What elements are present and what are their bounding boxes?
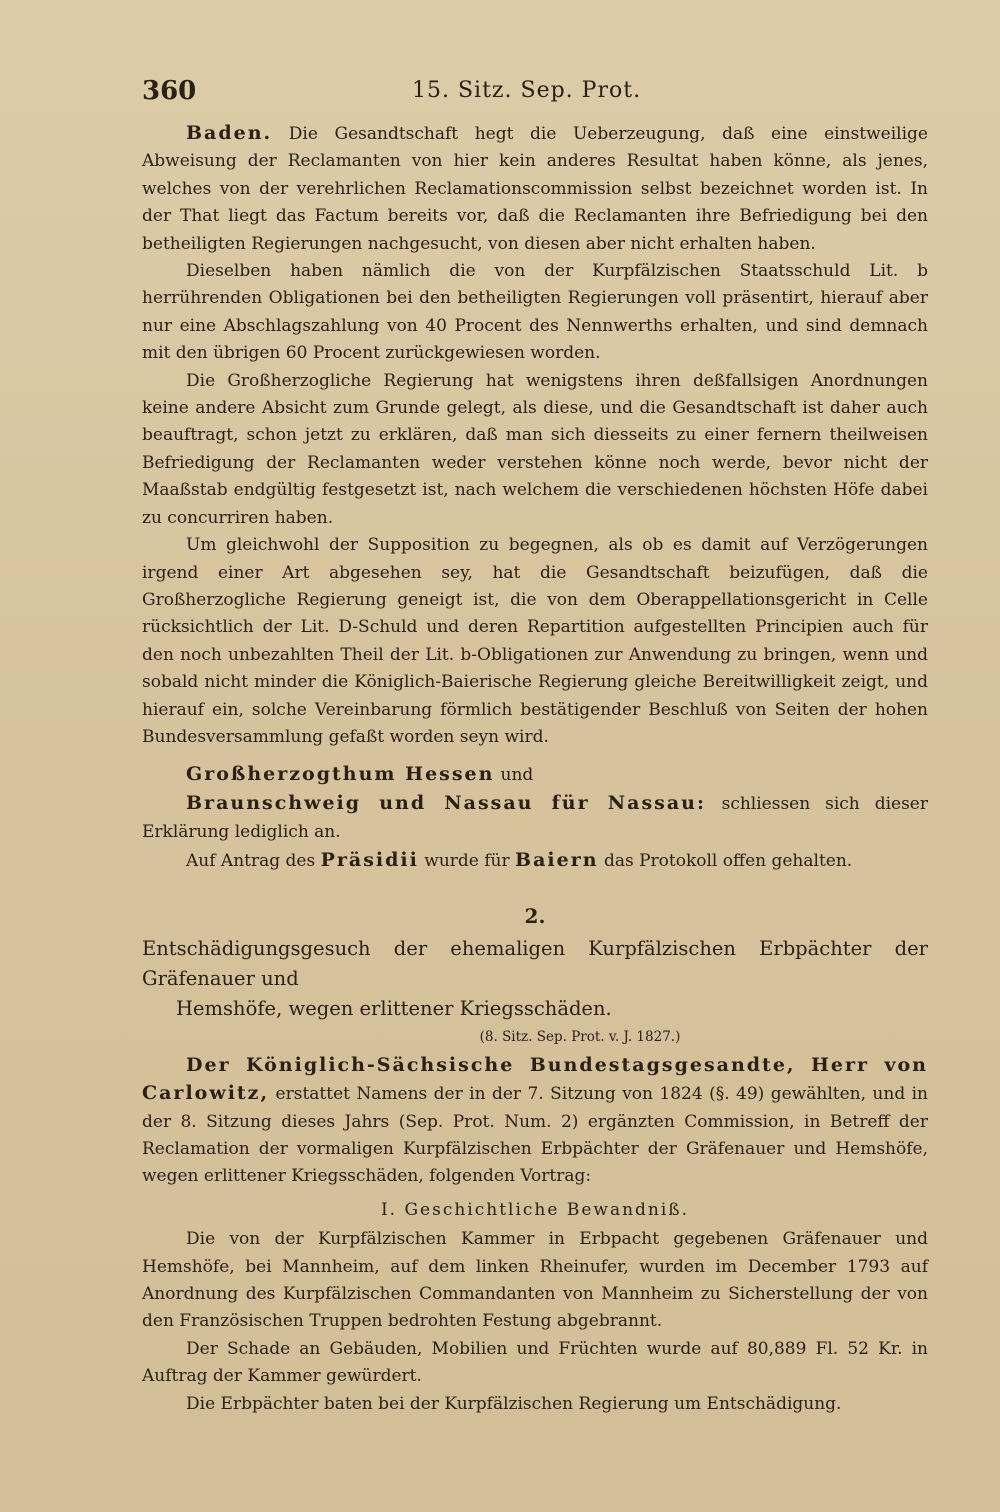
page-number: 360	[142, 76, 197, 106]
paragraph-obligations: Dieselben haben nämlich die von der Kurpfälzischen Staatsschuld Lit. b herrührenden Obligationen bei den betheiligten Regierungen voll präsentirt, hierauf aber nur eine Abschlagszahlung von 40 Procent des Nennwerths erhalten, und sind demnach mit den übrigen 60 Procent zurückgewiesen worden.	[142, 261, 928, 364]
speaker-name: Der Königlich-Sächsische Bundestagsgesandte, Herr von Carlowitz,	[142, 1053, 928, 1105]
paragraph-text: Die Gesandtschaft hegt die Ueberzeugung, daß eine einstweilige Abweisung der Reclamanten von hier kein anderes Resultat haben könne, als jenes, welches von der verehrlichen Reclamationscommission selbst bezeichnet worden ist. In der That liegt das Factum bereits vor, daß die Reclamanten ihre Befriedigung bei den betheiligten Regierungen nachgesucht, von diesen aber nicht erhalten haben.	[142, 124, 928, 254]
text-fragment: wurde für	[424, 850, 510, 871]
section-title-line: Entschädigungsgesuch der ehemaligen Kurpfälzischen Erbpächter der Gräfenauer und	[142, 937, 928, 991]
paragraph-praesidium	[142, 847, 928, 875]
paragraph-text: schliessen sich dieser Erklärung lediglich an.	[142, 793, 928, 843]
state-name-hessen: Großherzogthum Hessen	[186, 763, 495, 786]
page-body	[142, 120, 928, 1418]
page-header	[142, 76, 922, 116]
subsection-heading: I. Geschichtliche Bewandniß.	[380, 1199, 690, 1220]
paragraph-damage: Der Schade an Gebäuden, Mobilien und Früchten wurde auf 80,889 Fl. 52 Kr. in Auftrag der Kammer gewürdert.	[142, 1338, 928, 1387]
section-title-line: Hemshöfe, wegen erlittener Kriegsschäden.	[176, 997, 612, 1021]
text-fragment: Auf Antrag des	[186, 850, 316, 871]
paragraph-government: Die Großherzogliche Regierung hat wenigstens ihren deßfallsigen Anordnungen keine andere Absicht zum Grunde gelegt, als diese, und die Gesandtschaft ist daher auch beauftragt, schon jetzt zu erklären, daß man sich diesseits zu einer fernern theilweisen Befriedigung der Reclamanten weder verstehen könne noch werde, bevor nicht der Maaßstab endgültig festgesetzt ist, nach welchem die verschiedenen höchsten Höfe dabei zu concurriren haben.	[142, 370, 928, 528]
text-fragment: das Protokoll offen gehalten.	[603, 850, 853, 871]
paragraph-history: Die von der Kurpfälzischen Kammer in Erbpacht gegebenen Gräfenauer und Hemshöfe, bei Mannheim, auf dem linken Rheinufer, wurden im December 1793 auf Anordnung des Kurpfälzischen Commandanten von Mannheim zu Sicherstellung der von den Französischen Truppen bedrohten Festung abgebrannt.	[142, 1229, 928, 1332]
paragraph-baden	[142, 120, 928, 258]
state-name-baiern: Baiern	[515, 848, 599, 871]
emphasis-praesidii: Präsidii	[320, 848, 419, 871]
connector-text: und	[500, 765, 534, 786]
state-name-braunschweig: Braunschweig und Nassau für Nassau:	[186, 791, 706, 814]
section-citation: (8. Sitz. Sep. Prot. v. J. 1827.)	[479, 1029, 681, 1046]
paragraph-braunschweig	[142, 790, 928, 847]
paragraph-speech	[142, 1052, 928, 1191]
paragraph-hessen	[142, 761, 928, 789]
paragraph-request: Die Erbpächter baten bei der Kurpfälzischen Regierung um Entschädigung.	[186, 1393, 842, 1414]
section-title	[142, 934, 928, 1024]
running-head: 15. Sitz. Sep. Prot.	[412, 78, 642, 103]
paragraph-text: erstattet Namens der in der 7. Sitzung von 1824 (§. 49) gewählten, und in der 8. Sitzung dieses Jahrs (Sep. Prot. Num. 2) ergänzten Commission, in Betreff der Reclamation der vormaligen Kurpfälzischen Erbpächter der Gräfenauer und Hemshöfe, wegen erlittener Kriegsschäden, folgenden Vortrag:	[142, 1084, 929, 1187]
paragraph-supposition: Um gleichwohl der Supposition zu begegnen, als ob es damit auf Verzögerungen irgend einer Art abgesehen sey, hat die Gesandtschaft beizufügen, daß die Großherzogliche Regierung geneigt ist, die von dem Oberappellationsgericht in Celle rücksichtlich der Lit. D-Schuld und deren Repartition aufgestellten Principien auch für den noch unbezahlten Theil der Lit. b-Obligationen zur Anwendung zu bringen, wenn und sobald nicht minder die Königlich-Baierische Regierung gleiche Bereitwilligkeit zeigt, und hierauf ein, solche Vereinbarung förmlich bestätigender Beschluß von Seiten der hohen Bundesversammlung gefaßt worden seyn wird.	[142, 535, 928, 747]
section-number: 2.	[524, 903, 546, 928]
state-name-baden: Baden.	[186, 122, 273, 144]
